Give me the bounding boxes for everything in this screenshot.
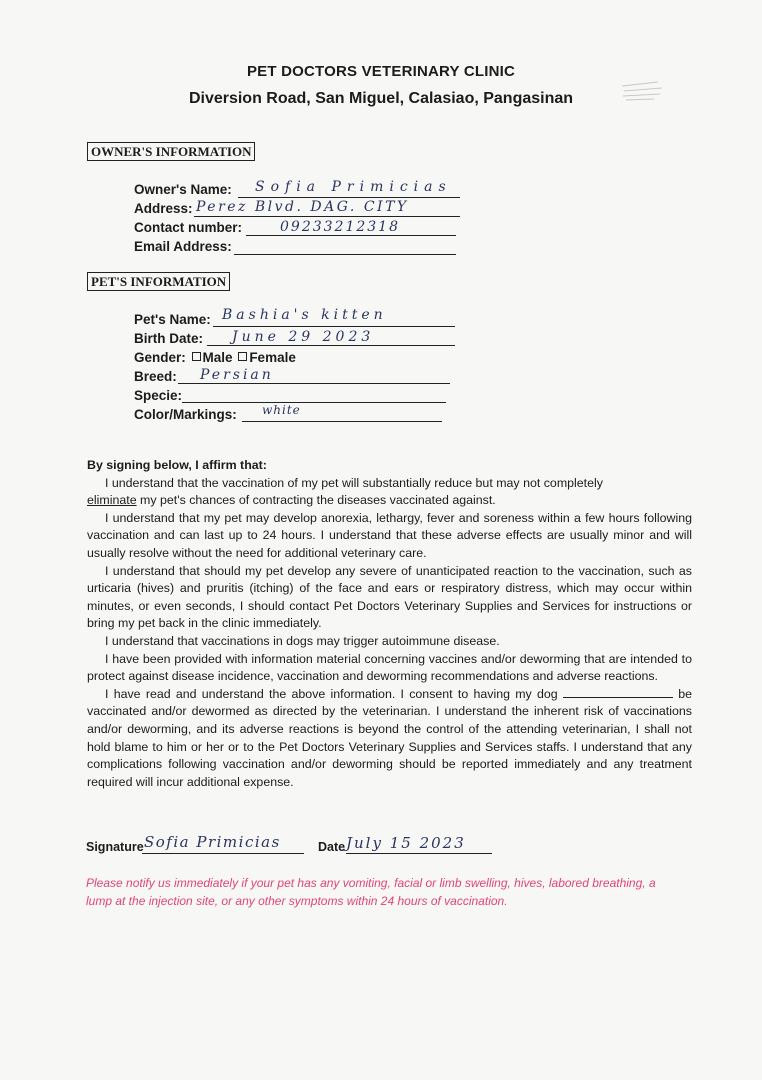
breed-line[interactable]	[178, 383, 450, 384]
contact-label: Contact number:	[134, 220, 242, 235]
address-line[interactable]	[194, 216, 460, 217]
consent-paragraph-3: I understand that should my pet develop any severe of unanticipated reaction to the vaccination, such as urticaria (hives) and pruritis (itching) of the face and ears or respiratory distress, which may occur within minutes, or even seconds, I should contact Pet Doctors Veterinary Supplies and Services for instructions or bring my pet back in the clinic immediately.	[87, 563, 692, 631]
signature-value: Sofia Primicias	[144, 833, 281, 851]
birth-date-label: Birth Date:	[134, 331, 204, 346]
date-label: Date	[318, 840, 346, 854]
address-label: Address:	[134, 201, 193, 216]
color-label: Color/Markings:	[134, 407, 237, 422]
post-vaccination-notice: Please notify us immediately if your pet has any vomiting, facial or limb swelling, hives, labored breathing, a lump at the injection site, or any other symptoms within 24 hours of vaccination.	[86, 876, 656, 908]
pet-section-heading: PET'S INFORMATION	[87, 272, 230, 291]
birth-date-value: June 29 2023	[232, 329, 375, 345]
consent-intro: By signing below, I affirm that:	[87, 458, 267, 472]
owner-name-label: Owner's Name:	[134, 182, 232, 197]
owner-section-heading: OWNER'S INFORMATION	[87, 142, 255, 161]
date-line[interactable]	[346, 853, 492, 854]
clinic-name: PET DOCTORS VETERINARY CLINIC	[246, 63, 516, 80]
color-line[interactable]	[242, 421, 442, 422]
color-value: white	[262, 403, 301, 417]
pet-name-line[interactable]	[213, 326, 455, 327]
gender-field	[134, 350, 296, 366]
date-value: July 15 2023	[346, 834, 466, 852]
consent-paragraph-4: I understand that vaccinations in dogs may trigger autoimmune disease.	[105, 633, 500, 648]
consent-paragraph-2: I understand that my pet may develop anorexia, lethargy, fever and soreness within a few hours following vaccination and can last up to 24 hours. I understand that these adverse effects are usually minor and will usually resolve without the need for additional veterinary care.	[87, 510, 692, 560]
gender-female-label: Female	[249, 350, 296, 365]
gender-male-checkbox[interactable]	[192, 352, 201, 361]
specie-line[interactable]	[182, 402, 446, 403]
contact-line[interactable]	[246, 235, 456, 236]
gender-label: Gender:	[134, 350, 186, 365]
consent-p1-text: I understand that the vaccination of my pet will substantially reduce but may not completely	[105, 475, 603, 490]
consent-p1-underlined: eliminate	[87, 493, 137, 508]
consent-p1-end: my pet's chances of contracting the diseases vaccinated against.	[136, 493, 496, 508]
corner-scribble	[618, 80, 666, 102]
owner-name-value: Sofia Primicias	[255, 179, 452, 195]
breed-label: Breed:	[134, 369, 177, 384]
consent-paragraph-5: I have been provided with information material concerning vaccines and/or deworming that are intended to protect against disease incidence, vaccination and deworming recommendations and adverse reactions.	[87, 651, 692, 684]
email-line[interactable]	[234, 254, 456, 255]
pet-name-value: Bashia's kitten	[222, 307, 387, 323]
specie-label: Specie:	[134, 388, 183, 403]
gender-male-label: Male	[202, 350, 233, 365]
consent-paragraph-1	[87, 475, 692, 510]
consent-paragraph-6	[87, 686, 692, 792]
signature-line[interactable]	[142, 853, 304, 854]
birth-date-line[interactable]	[207, 345, 455, 346]
clinic-address: Diversion Road, San Miguel, Calasiao, Pangasinan	[188, 90, 574, 107]
signature-label: Signature	[86, 840, 144, 854]
email-label: Email Address:	[134, 239, 232, 254]
consent-p6-end: be vaccinated and/or dewormed as directed by the veterinarian. I understand the inherent risk of vaccinations and/or deworming, and its adverse reactions is beyond the control of the attending veterinarian, I shall not hold blame to him or her or to the Pet Doctors Veterinary Supplies and Services staffs. I understand that any complications following vaccination and/or deworming should be reported immediately and any treatment required will incur additional expense.	[87, 686, 692, 789]
dog-name-blank[interactable]	[563, 686, 673, 698]
gender-female-checkbox[interactable]	[238, 352, 247, 361]
pet-name-label: Pet's Name:	[134, 312, 211, 327]
breed-value: Persian	[200, 367, 274, 383]
consent-p6-start: I have read and understand the above information. I consent to having my dog	[105, 686, 558, 701]
address-value: Perez Blvd. DAG. CITY	[196, 199, 409, 215]
owner-name-line[interactable]	[238, 197, 460, 198]
consent-text	[87, 457, 692, 791]
contact-value: 09233212318	[280, 219, 400, 235]
